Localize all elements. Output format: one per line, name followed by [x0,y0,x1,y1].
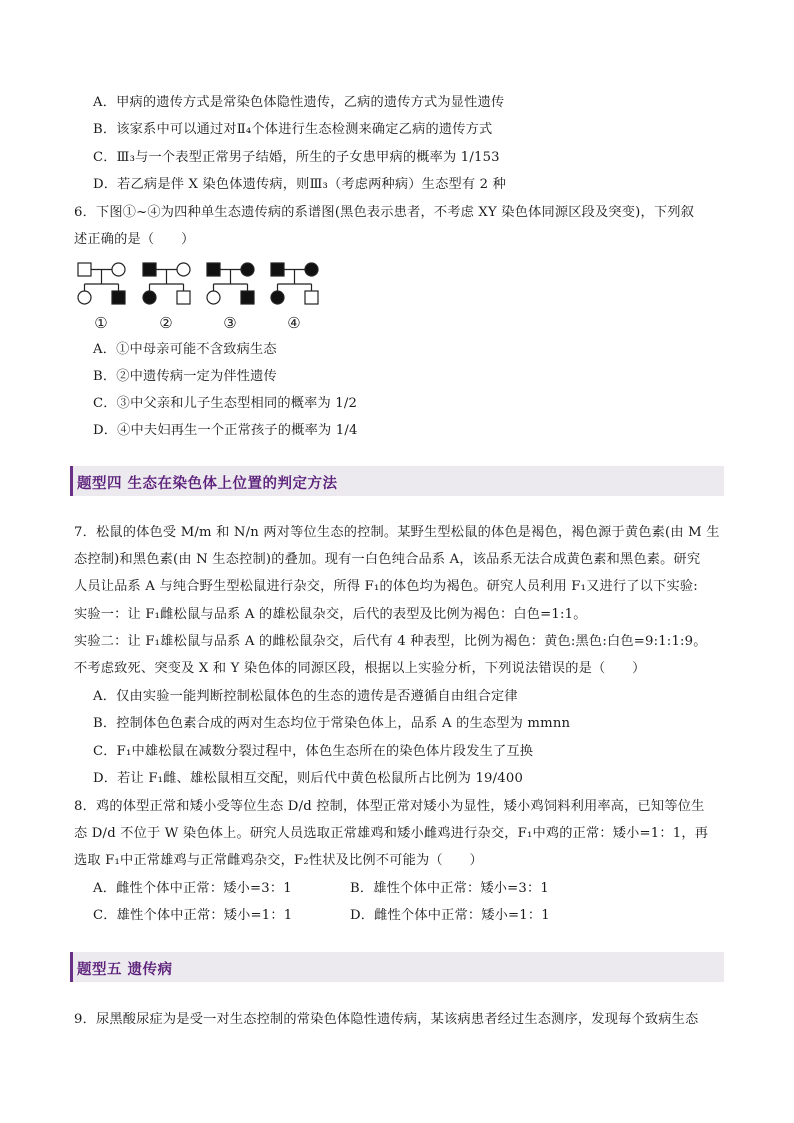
pedigree-4 [271,263,318,304]
q8-line2: 态 D/d 不位于 W 染色体上。研究人员选取正常雄鸡和矮小雌鸡进行杂交，F₁中鸡的正常：矮小=1：1，再 [74,826,709,841]
q8-line1: 8．鸡的体型正常和矮小受等位生态 D/d 控制，体型正常对矮小为显性，矮小鸡饲料利用率高，已知等位生 [74,799,705,814]
pedigree-figure [70,257,340,333]
q8-option-a: A．雌性个体中正常：矮小=3：1 [93,881,292,896]
q6-option-a: A．①中母亲可能不含致病生态 [93,342,277,357]
q7-line6: 不考虑致死、突变及 X 和 Y 染色体的同源区段，根据以上实验分析，下列说法错误的是（ ） [74,661,646,676]
q6-option-b: B．②中遗传病一定为伴性遗传 [93,369,277,384]
q7-line1: 7．松鼠的体色受 M/m 和 N/n 两对等位生态的控制。某野生型松鼠的体色是褐色，褐色源于黄色素(由 M 生 [74,525,720,540]
q8-line3: 选取 F₁中正常雄鸡与正常雌鸡杂交，F₂性状及比例不可能为（ ） [74,853,483,868]
q7-line2: 态控制)和黑色素(由 N 生态控制)的叠加。现有一白色纯合品系 A，该品系无法合成黄色素和黑色素。研究 [74,552,701,567]
q8-option-b: B．雄性个体中正常：矮小=3：1 [350,881,549,896]
pedigree-label-4: ④ [287,314,301,332]
pedigree-label-2: ② [159,314,173,332]
section-heading-5 [70,952,724,982]
q8-option-d: D．雌性个体中正常：矮小=1：1 [350,908,550,923]
q6-stem-line1: 6．下图①~④为四种单生态遗传病的系谱图(黑色表示患者，不考虑 XY 染色体同源区段及突变)，下列叙 [74,205,695,220]
pedigree-1 [78,263,125,304]
section-heading-4 [70,466,724,496]
pedigree-2 [143,263,190,304]
pedigree-label-1: ① [94,314,108,332]
q5-option-a: A．甲病的遗传方式是常染色体隐性遗传，乙病的遗传方式为显性遗传 [93,95,505,110]
pedigree-label-3: ③ [223,314,237,332]
q6-option-d: D．④中夫妇再生一个正常孩子的概率为 1/4 [93,423,358,438]
q7-option-c: C．F₁中雄松鼠在减数分裂过程中，体色生态所在的染色体片段发生了互换 [93,744,534,759]
q5-option-c: C．Ⅲ₃与一个表型正常男子结婚，所生的子女患甲病的概率为 1/153 [93,150,500,165]
section-title-5: 题型五 遗传病 [77,961,173,978]
q7-line3: 人员让品系 A 与纯合野生型松鼠进行杂交，所得 F₁的体色均为褐色。研究人员利用 F₁又进行了以下实验: [74,579,698,594]
q9-line1: 9．尿黑酸尿症为是受一对生态控制的常染色体隐性遗传病，某该病患者经过生态测序，发现每个致病生态 [74,1012,699,1027]
q8-option-c: C．雄性个体中正常：矮小=1：1 [93,908,293,923]
q6-option-c: C．③中父亲和儿子生态型相同的概率为 1/2 [93,396,358,411]
q7-option-a: A．仅由实验一能判断控制松鼠体色的生态的遗传是否遵循自由组合定律 [93,689,518,704]
q5-option-b: B．该家系中可以通过对Ⅱ₄个体进行生态检测来确定乙病的遗传方式 [93,122,493,137]
q5-option-d: D．若乙病是伴 X 染色体遗传病，则Ⅲ₃（考虑两种病）生态型有 2 种 [93,177,506,192]
section-title-4: 题型四 生态在染色体上位置的判定方法 [77,475,338,492]
q7-line5: 实验二：让 F₁雄松鼠与品系 A 的雌松鼠杂交，后代有 4 种表型，比例为褐色：黄色:黑色:白色=9:1:1:9。 [74,634,707,649]
q6-stem-line2: 述正确的是（ ） [74,232,195,247]
q7-option-d: D．若让 F₁雌、雄松鼠相互交配，则后代中黄色松鼠所占比例为 19/400 [93,771,524,786]
q7-option-b: B．控制体色色素合成的两对生态均位于常染色体上，品系 A 的生态型为 mmnn [93,716,571,731]
q7-line4: 实验一：让 F₁雌松鼠与品系 A 的雄松鼠杂交，后代的表型及比例为褐色：白色=1:1。 [74,607,587,622]
pedigree-3 [207,263,254,304]
